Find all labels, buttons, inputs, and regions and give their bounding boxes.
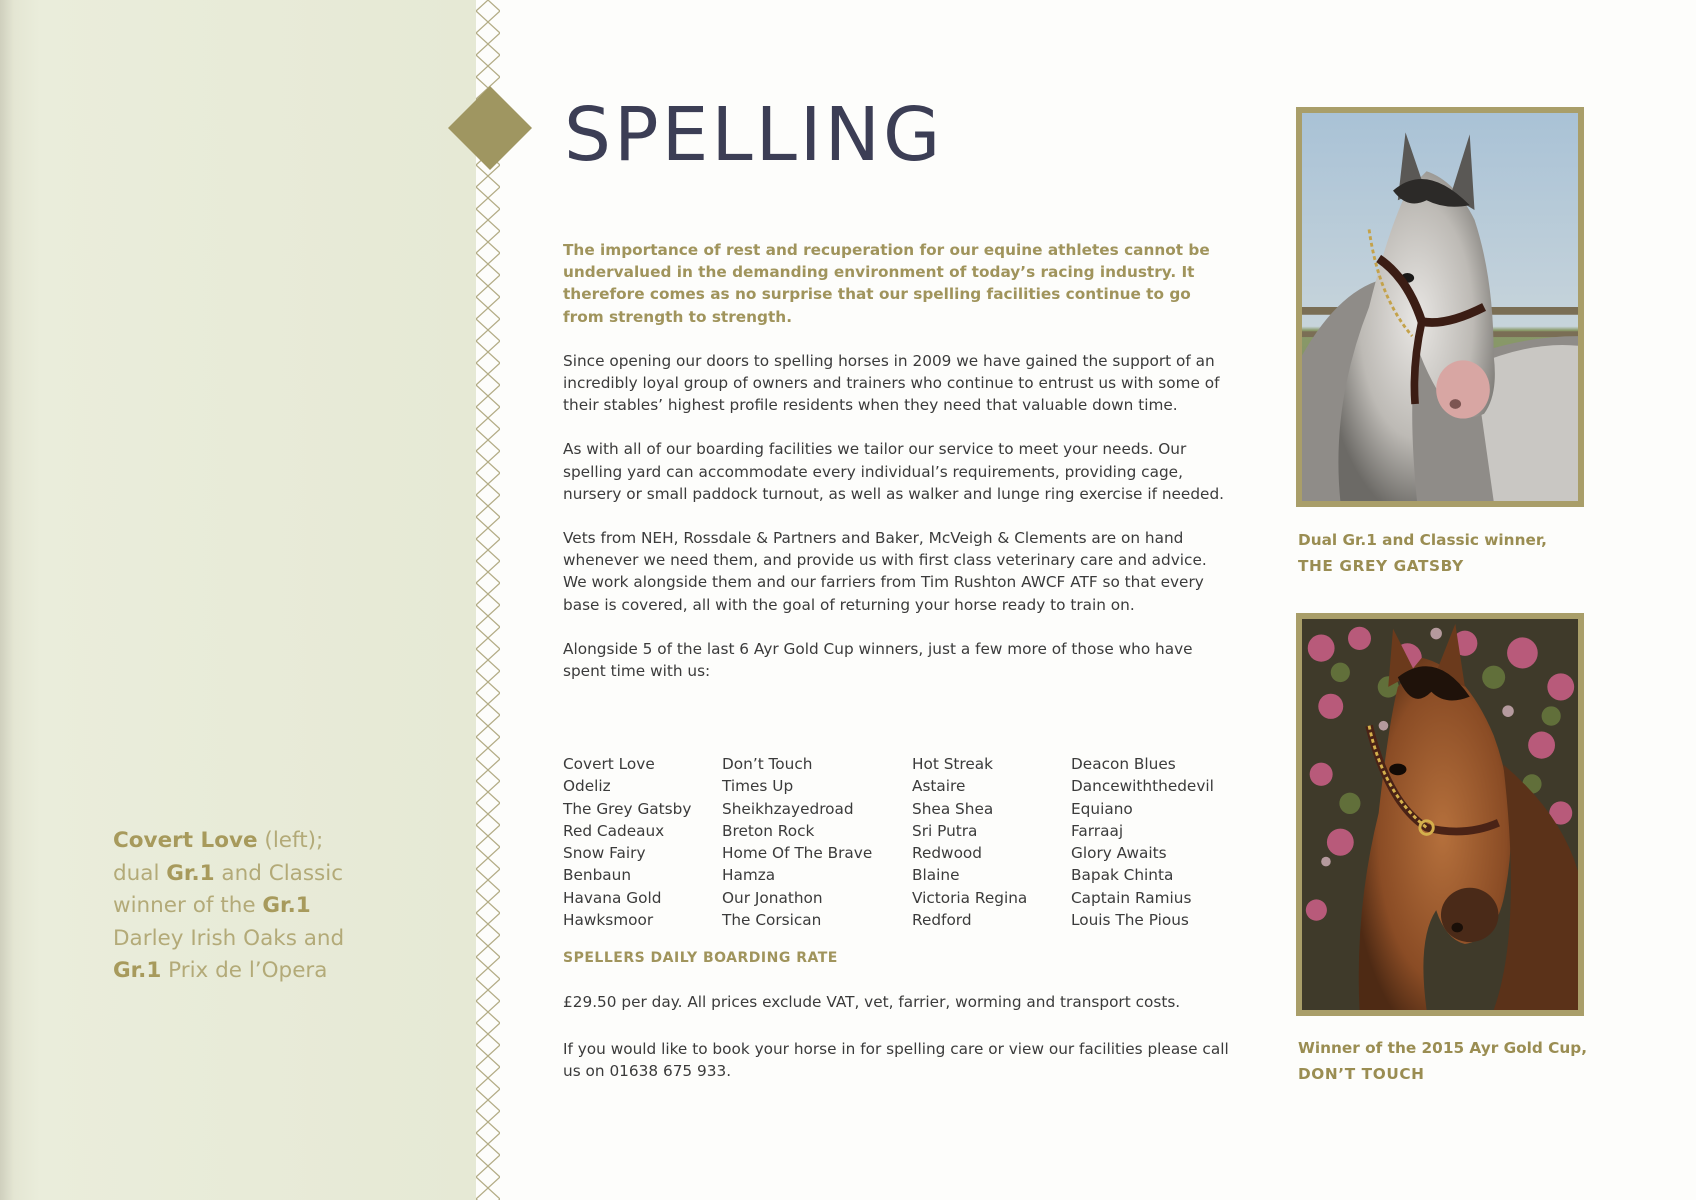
- paragraph-alongside: Alongside 5 of the last 6 Ayr Gold Cup winners, just a few more of those who have spent time with us:: [563, 639, 1193, 681]
- rate-heading: SPELLERS DAILY BOARDING RATE: [563, 950, 838, 966]
- list-item: Our Jonathon: [722, 888, 823, 907]
- paragraph-vets: Vets from NEH, Rossdale & Partners and Baker, McVeigh & Clements are on hand whenever we need them, and provide us with first class veterinary care and advice. We work alongside them and our farriers from Tim Rushton AWCF ATF so that every base is covered, all with the goal of returning your horse ready to train on.: [563, 529, 1207, 614]
- list-item: Hawksmoor: [563, 911, 654, 930]
- contact-text: If you would like to book your horse in for spelling care or view our facilities please call us on 01638 675 933.: [563, 1040, 1229, 1081]
- list-item: Redford: [912, 911, 972, 930]
- caption-horse-name: DON’T TOUCH: [1298, 1064, 1425, 1083]
- list-item: Equiano: [1071, 799, 1133, 818]
- large-diamond-ornament: [448, 86, 532, 170]
- list-item: Captain Ramius: [1071, 888, 1192, 907]
- page-title: SPELLING: [564, 92, 944, 178]
- grey-horse-photo: [1296, 107, 1584, 507]
- list-item: Redwood: [912, 844, 983, 863]
- rate-text: £29.50 per day. All prices exclude VAT, vet, farrier, worming and transport costs.: [563, 993, 1181, 1011]
- left-caption: [113, 825, 413, 988]
- horse-list-column-2: [722, 753, 912, 931]
- list-item: The Grey Gatsby: [563, 799, 692, 818]
- bay-horse-photo: [1296, 613, 1584, 1016]
- photo-caption-grey-gatsby: [1298, 528, 1598, 579]
- horse-list: [563, 753, 1241, 931]
- body-text: [563, 239, 1233, 704]
- caption-horse-name: THE GREY GATSBY: [1298, 556, 1464, 575]
- paragraph-history: Since opening our doors to spelling horses in 2009 we have gained the support of an incredibly loyal group of owners and trainers who continue to entrust us with some of their stables’ highest profile residents when they need that valuable down time.: [563, 351, 1220, 415]
- caption-text: (left);: [257, 828, 324, 853]
- bay-horse-photo-icon: [1302, 619, 1578, 1010]
- list-item: Louis The Pious: [1071, 911, 1189, 930]
- list-item: Hamza: [722, 866, 776, 885]
- list-item: Deacon Blues: [1071, 755, 1176, 773]
- left-page: [0, 0, 484, 1200]
- grey-horse-photo-icon: [1302, 113, 1578, 501]
- list-item: Odeliz: [563, 777, 611, 796]
- diamond-border-decoration: [476, 0, 500, 1200]
- caption-bold-grade: Gr.1: [113, 958, 162, 983]
- photo-caption-dont-touch: [1298, 1036, 1598, 1087]
- caption-text: winner of the: [113, 893, 263, 918]
- caption-bold-grade: Gr.1: [166, 860, 215, 886]
- caption-text: dual: [113, 860, 167, 886]
- caption-line: Dual Gr.1 and Classic winner,: [1298, 531, 1547, 549]
- horse-list-column-3: [912, 753, 1071, 931]
- list-item: Victoria Regina: [912, 888, 1028, 907]
- caption-text: Darley Irish Oaks and: [113, 925, 345, 951]
- list-item: Home Of The Brave: [722, 844, 873, 863]
- caption-text: and Classic: [214, 860, 344, 886]
- list-item: Sheikhzayedroad: [722, 799, 854, 818]
- list-item: Farraaj: [1071, 821, 1124, 840]
- caption-line: Winner of the 2015 Ayr Gold Cup,: [1298, 1039, 1588, 1057]
- list-item: Red Cadeaux: [563, 821, 665, 840]
- caption-text: Prix de l’Opera: [161, 958, 328, 983]
- list-item: Snow Fairy: [563, 844, 646, 863]
- list-item: Glory Awaits: [1071, 844, 1167, 863]
- list-item: Sri Putra: [912, 821, 978, 840]
- list-item: Shea Shea: [912, 799, 994, 818]
- list-item: Benbaun: [563, 866, 632, 885]
- list-item: The Corsican: [722, 911, 822, 930]
- list-item: Havana Gold: [563, 888, 662, 907]
- list-item: Covert Love: [563, 755, 655, 773]
- list-item: Dancewiththedevil: [1071, 777, 1214, 796]
- horse-list-column-4: [1071, 753, 1241, 931]
- list-item: Hot Streak: [912, 755, 994, 773]
- list-item: Don’t Touch: [722, 755, 813, 773]
- list-item: Times Up: [722, 777, 794, 796]
- list-item: Breton Rock: [722, 821, 815, 840]
- paragraph-facilities: As with all of our boarding facilities we tailor our service to meet your needs. Our spelling yard can accommodate every individual’s requirements, providing cage, nursery or small paddock turnout, as well as walker and lunge ring exercise if needed.: [563, 440, 1225, 503]
- lead-paragraph: The importance of rest and recuperation for our equine athletes cannot be undervalued in the demanding environment of today’s racing industry. It therefore comes as no surprise that our spelling facilities continue to go from strength to strength.: [563, 241, 1210, 326]
- caption-bold-grade: Gr.1: [262, 893, 311, 918]
- caption-bold-name: Covert Love: [113, 828, 258, 853]
- list-item: Bapak Chinta: [1071, 866, 1174, 885]
- list-item: Blaine: [912, 866, 960, 885]
- horse-list-column-1: [563, 753, 722, 931]
- list-item: Astaire: [912, 777, 966, 796]
